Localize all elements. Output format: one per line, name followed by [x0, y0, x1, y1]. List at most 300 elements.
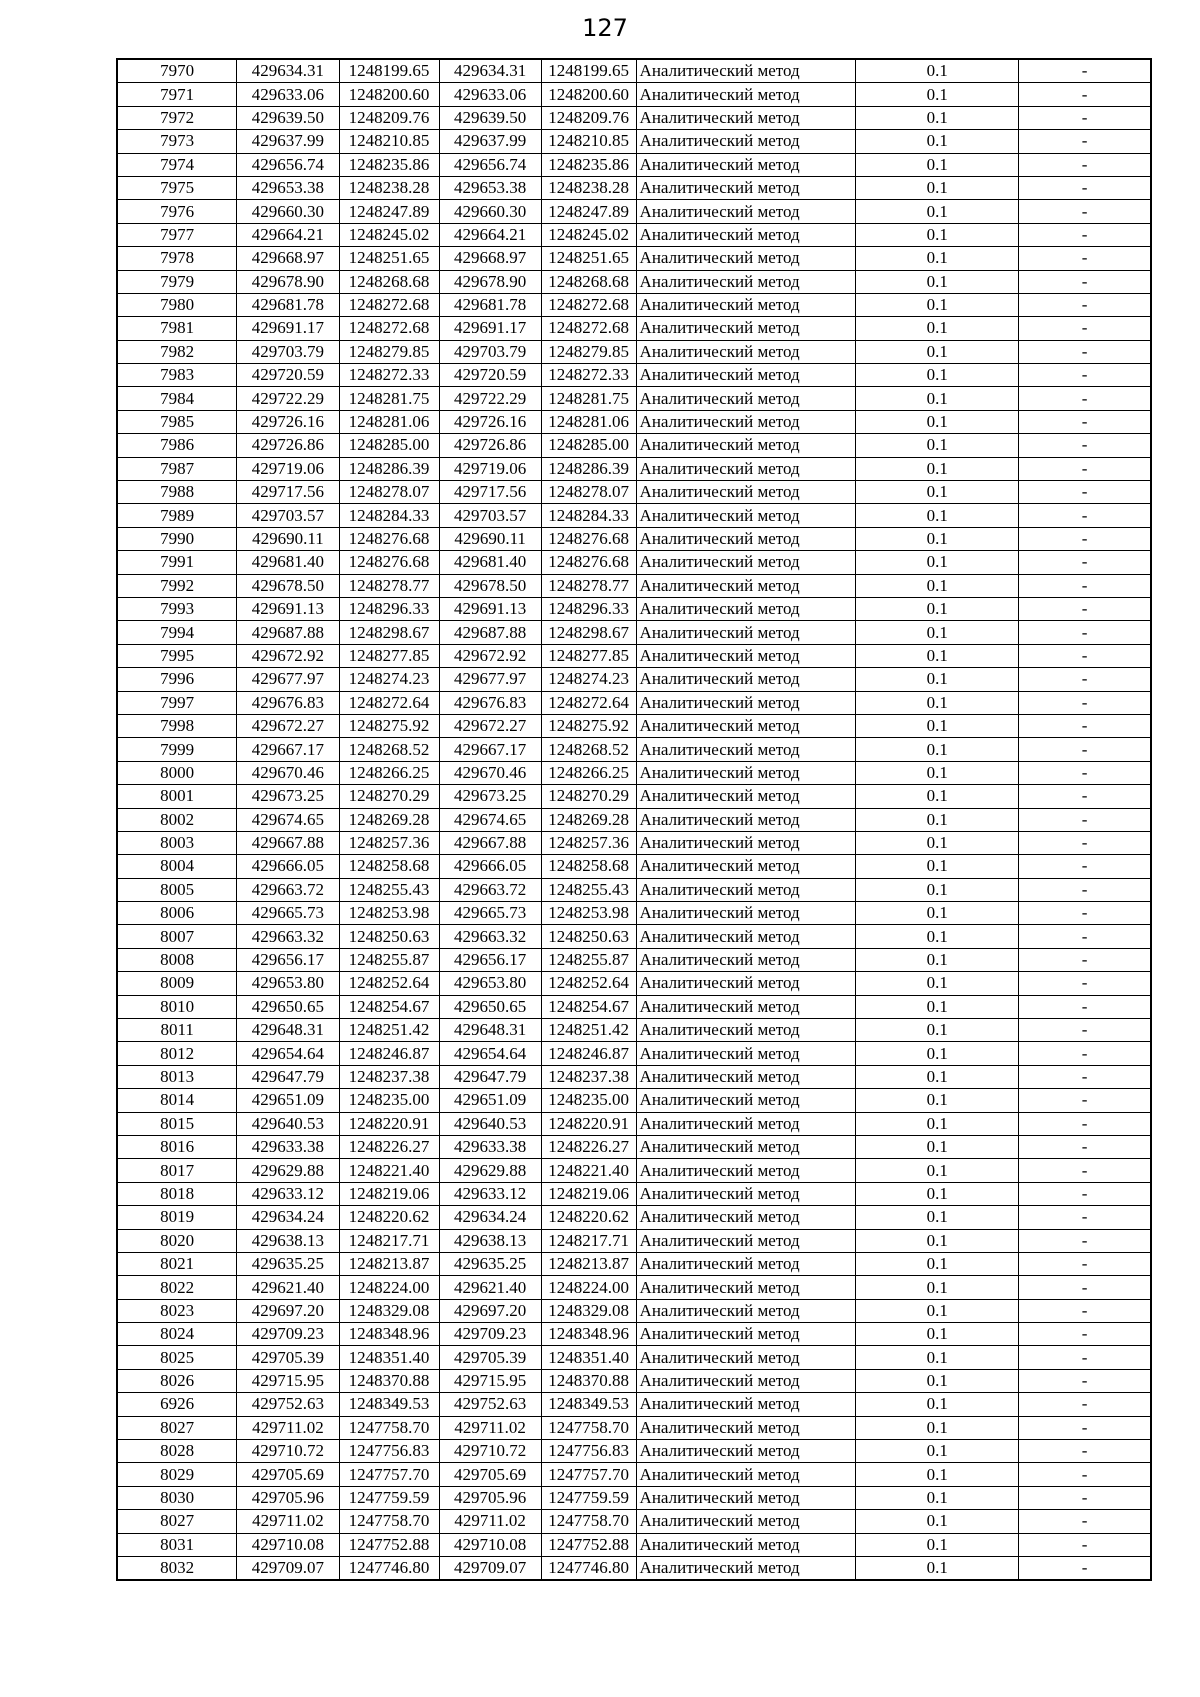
table-row: [117, 1042, 1151, 1065]
point-id-cell: 7979: [117, 270, 237, 293]
x-new-cell: 429640.53: [439, 1112, 541, 1135]
note-cell: -: [1019, 457, 1151, 480]
point-id-cell: 7977: [117, 223, 237, 246]
accuracy-cell: 0.1: [856, 1463, 1019, 1486]
accuracy-cell: 0.1: [856, 106, 1019, 129]
method-cell: Аналитический метод: [636, 293, 856, 316]
accuracy-cell: 0.1: [856, 1510, 1019, 1533]
x-old-cell: 429715.95: [237, 1369, 339, 1392]
y-new-cell: 1248217.71: [541, 1229, 636, 1252]
table-row: [117, 574, 1151, 597]
y-new-cell: 1248274.23: [541, 668, 636, 691]
x-old-cell: 429621.40: [237, 1276, 339, 1299]
y-new-cell: 1248213.87: [541, 1252, 636, 1275]
page-number: 127: [582, 14, 628, 42]
x-new-cell: 429722.29: [439, 387, 541, 410]
y-old-cell: 1248220.62: [339, 1206, 439, 1229]
table-row: [117, 621, 1151, 644]
y-new-cell: 1248210.85: [541, 130, 636, 153]
accuracy-cell: 0.1: [856, 925, 1019, 948]
table-row: [117, 1089, 1151, 1112]
x-new-cell: 429629.88: [439, 1159, 541, 1182]
accuracy-cell: 0.1: [856, 808, 1019, 831]
point-id-cell: 8025: [117, 1346, 237, 1369]
x-new-cell: 429673.25: [439, 785, 541, 808]
x-old-cell: 429654.64: [237, 1042, 339, 1065]
note-cell: -: [1019, 270, 1151, 293]
y-new-cell: 1248298.67: [541, 621, 636, 644]
table-row: [117, 785, 1151, 808]
table-row: [117, 1440, 1151, 1463]
y-new-cell: 1248276.68: [541, 551, 636, 574]
table-row: [117, 1510, 1151, 1533]
point-id-cell: 8022: [117, 1276, 237, 1299]
y-new-cell: 1247746.80: [541, 1557, 636, 1581]
accuracy-cell: 0.1: [856, 691, 1019, 714]
note-cell: -: [1019, 317, 1151, 340]
accuracy-cell: 0.1: [856, 621, 1019, 644]
note-cell: -: [1019, 1533, 1151, 1556]
accuracy-cell: 0.1: [856, 668, 1019, 691]
method-cell: Аналитический метод: [636, 247, 856, 270]
y-old-cell: 1248255.43: [339, 878, 439, 901]
accuracy-cell: 0.1: [856, 83, 1019, 106]
x-old-cell: 429672.27: [237, 714, 339, 737]
note-cell: -: [1019, 1065, 1151, 1088]
x-new-cell: 429656.74: [439, 153, 541, 176]
table-row: [117, 1346, 1151, 1369]
y-old-cell: 1247752.88: [339, 1533, 439, 1556]
y-old-cell: 1248210.85: [339, 130, 439, 153]
accuracy-cell: 0.1: [856, 340, 1019, 363]
x-new-cell: 429687.88: [439, 621, 541, 644]
y-new-cell: 1248247.89: [541, 200, 636, 223]
y-old-cell: 1248286.39: [339, 457, 439, 480]
point-id-cell: 7974: [117, 153, 237, 176]
x-new-cell: 429664.21: [439, 223, 541, 246]
note-cell: -: [1019, 621, 1151, 644]
x-new-cell: 429633.12: [439, 1182, 541, 1205]
table-row: [117, 738, 1151, 761]
note-cell: -: [1019, 340, 1151, 363]
y-new-cell: 1247758.70: [541, 1416, 636, 1439]
point-id-cell: 7984: [117, 387, 237, 410]
accuracy-cell: 0.1: [856, 1229, 1019, 1252]
method-cell: Аналитический метод: [636, 995, 856, 1018]
x-new-cell: 429710.72: [439, 1440, 541, 1463]
x-old-cell: 429667.88: [237, 831, 339, 854]
point-id-cell: 8031: [117, 1533, 237, 1556]
table-row: [117, 995, 1151, 1018]
point-id-cell: 8026: [117, 1369, 237, 1392]
x-old-cell: 429635.25: [237, 1252, 339, 1275]
point-id-cell: 7994: [117, 621, 237, 644]
accuracy-cell: 0.1: [856, 200, 1019, 223]
y-new-cell: 1248268.68: [541, 270, 636, 293]
x-new-cell: 429663.72: [439, 878, 541, 901]
accuracy-cell: 0.1: [856, 761, 1019, 784]
point-id-cell: 8012: [117, 1042, 237, 1065]
y-old-cell: 1248281.06: [339, 410, 439, 433]
point-id-cell: 7986: [117, 434, 237, 457]
accuracy-cell: 0.1: [856, 902, 1019, 925]
x-new-cell: 429711.02: [439, 1416, 541, 1439]
method-cell: Аналитический метод: [636, 1089, 856, 1112]
y-new-cell: 1247756.83: [541, 1440, 636, 1463]
x-new-cell: 429667.17: [439, 738, 541, 761]
x-new-cell: 429633.38: [439, 1135, 541, 1158]
point-id-cell: 8014: [117, 1089, 237, 1112]
method-cell: Аналитический метод: [636, 1065, 856, 1088]
table-row: [117, 597, 1151, 620]
x-old-cell: 429691.17: [237, 317, 339, 340]
note-cell: -: [1019, 1393, 1151, 1416]
table-row: [117, 364, 1151, 387]
x-old-cell: 429752.63: [237, 1393, 339, 1416]
accuracy-cell: 0.1: [856, 714, 1019, 737]
accuracy-cell: 0.1: [856, 948, 1019, 971]
table-row: [117, 1159, 1151, 1182]
y-new-cell: 1248272.68: [541, 317, 636, 340]
x-old-cell: 429722.29: [237, 387, 339, 410]
y-new-cell: 1248251.65: [541, 247, 636, 270]
x-old-cell: 429634.31: [237, 59, 339, 83]
y-new-cell: 1248238.28: [541, 176, 636, 199]
x-old-cell: 429726.86: [237, 434, 339, 457]
table-row: [117, 176, 1151, 199]
note-cell: -: [1019, 785, 1151, 808]
table-row: [117, 1276, 1151, 1299]
accuracy-cell: 0.1: [856, 364, 1019, 387]
x-old-cell: 429651.09: [237, 1089, 339, 1112]
point-id-cell: 8005: [117, 878, 237, 901]
x-old-cell: 429656.17: [237, 948, 339, 971]
y-old-cell: 1248268.52: [339, 738, 439, 761]
y-new-cell: 1248220.62: [541, 1206, 636, 1229]
point-id-cell: 7997: [117, 691, 237, 714]
method-cell: Аналитический метод: [636, 1276, 856, 1299]
y-old-cell: 1248250.63: [339, 925, 439, 948]
method-cell: Аналитический метод: [636, 691, 856, 714]
table-row: [117, 1135, 1151, 1158]
table-row: [117, 410, 1151, 433]
y-new-cell: 1248253.98: [541, 902, 636, 925]
method-cell: Аналитический метод: [636, 1182, 856, 1205]
accuracy-cell: 0.1: [856, 1440, 1019, 1463]
note-cell: -: [1019, 106, 1151, 129]
x-old-cell: 429663.32: [237, 925, 339, 948]
y-new-cell: 1248266.25: [541, 761, 636, 784]
x-new-cell: 429668.97: [439, 247, 541, 270]
point-id-cell: 8000: [117, 761, 237, 784]
method-cell: Аналитический метод: [636, 130, 856, 153]
note-cell: -: [1019, 551, 1151, 574]
x-new-cell: 429647.79: [439, 1065, 541, 1088]
y-old-cell: 1247757.70: [339, 1463, 439, 1486]
method-cell: Аналитический метод: [636, 761, 856, 784]
method-cell: Аналитический метод: [636, 504, 856, 527]
y-old-cell: 1248235.00: [339, 1089, 439, 1112]
y-new-cell: 1248275.92: [541, 714, 636, 737]
table-row: [117, 1463, 1151, 1486]
note-cell: -: [1019, 948, 1151, 971]
note-cell: -: [1019, 644, 1151, 667]
y-old-cell: 1248296.33: [339, 597, 439, 620]
x-new-cell: 429670.46: [439, 761, 541, 784]
accuracy-cell: 0.1: [856, 1557, 1019, 1581]
table-row: [117, 1065, 1151, 1088]
accuracy-cell: 0.1: [856, 527, 1019, 550]
point-id-cell: 8029: [117, 1463, 237, 1486]
x-old-cell: 429687.88: [237, 621, 339, 644]
table-row: [117, 831, 1151, 854]
table-row: [117, 434, 1151, 457]
y-old-cell: 1248199.65: [339, 59, 439, 83]
x-old-cell: 429648.31: [237, 1019, 339, 1042]
note-cell: -: [1019, 200, 1151, 223]
table-row: [117, 481, 1151, 504]
table-row: [117, 59, 1151, 83]
point-id-cell: 8003: [117, 831, 237, 854]
x-old-cell: 429660.30: [237, 200, 339, 223]
method-cell: Аналитический метод: [636, 668, 856, 691]
y-old-cell: 1248251.42: [339, 1019, 439, 1042]
point-id-cell: 7991: [117, 551, 237, 574]
point-id-cell: 8001: [117, 785, 237, 808]
x-old-cell: 429711.02: [237, 1416, 339, 1439]
x-old-cell: 429673.25: [237, 785, 339, 808]
note-cell: -: [1019, 504, 1151, 527]
y-old-cell: 1247758.70: [339, 1416, 439, 1439]
method-cell: Аналитический метод: [636, 902, 856, 925]
x-old-cell: 429711.02: [237, 1510, 339, 1533]
table-row: [117, 714, 1151, 737]
note-cell: -: [1019, 1089, 1151, 1112]
x-old-cell: 429666.05: [237, 855, 339, 878]
accuracy-cell: 0.1: [856, 387, 1019, 410]
x-new-cell: 429676.83: [439, 691, 541, 714]
note-cell: -: [1019, 1557, 1151, 1581]
method-cell: Аналитический метод: [636, 1393, 856, 1416]
x-old-cell: 429639.50: [237, 106, 339, 129]
method-cell: Аналитический метод: [636, 1486, 856, 1509]
y-new-cell: 1248370.88: [541, 1369, 636, 1392]
x-new-cell: 429691.13: [439, 597, 541, 620]
point-id-cell: 7970: [117, 59, 237, 83]
x-old-cell: 429663.72: [237, 878, 339, 901]
table-row: [117, 340, 1151, 363]
x-old-cell: 429709.23: [237, 1323, 339, 1346]
point-id-cell: 7983: [117, 364, 237, 387]
y-old-cell: 1248281.75: [339, 387, 439, 410]
x-new-cell: 429719.06: [439, 457, 541, 480]
method-cell: Аналитический метод: [636, 317, 856, 340]
accuracy-cell: 0.1: [856, 972, 1019, 995]
method-cell: Аналитический метод: [636, 1533, 856, 1556]
x-new-cell: 429634.24: [439, 1206, 541, 1229]
note-cell: -: [1019, 83, 1151, 106]
point-id-cell: 7978: [117, 247, 237, 270]
table-row: [117, 668, 1151, 691]
table-row: [117, 153, 1151, 176]
x-old-cell: 429653.80: [237, 972, 339, 995]
y-new-cell: 1247752.88: [541, 1533, 636, 1556]
point-id-cell: 7992: [117, 574, 237, 597]
x-new-cell: 429672.27: [439, 714, 541, 737]
y-new-cell: 1248235.86: [541, 153, 636, 176]
point-id-cell: 7973: [117, 130, 237, 153]
x-new-cell: 429677.97: [439, 668, 541, 691]
table-row: [117, 1182, 1151, 1205]
x-old-cell: 429653.38: [237, 176, 339, 199]
accuracy-cell: 0.1: [856, 785, 1019, 808]
table-row: [117, 387, 1151, 410]
accuracy-cell: 0.1: [856, 551, 1019, 574]
y-new-cell: 1248251.42: [541, 1019, 636, 1042]
point-id-cell: 8004: [117, 855, 237, 878]
table-row: [117, 878, 1151, 901]
point-id-cell: 8027: [117, 1510, 237, 1533]
point-id-cell: 7993: [117, 597, 237, 620]
point-id-cell: 7971: [117, 83, 237, 106]
y-old-cell: 1248219.06: [339, 1182, 439, 1205]
point-id-cell: 8009: [117, 972, 237, 995]
method-cell: Аналитический метод: [636, 153, 856, 176]
x-new-cell: 429678.50: [439, 574, 541, 597]
table-row: [117, 317, 1151, 340]
method-cell: Аналитический метод: [636, 925, 856, 948]
y-old-cell: 1248298.67: [339, 621, 439, 644]
y-old-cell: 1248258.68: [339, 855, 439, 878]
x-new-cell: 429654.64: [439, 1042, 541, 1065]
y-new-cell: 1248351.40: [541, 1346, 636, 1369]
table-row: [117, 223, 1151, 246]
x-old-cell: 429678.90: [237, 270, 339, 293]
accuracy-cell: 0.1: [856, 1159, 1019, 1182]
point-id-cell: 8019: [117, 1206, 237, 1229]
y-old-cell: 1248272.68: [339, 317, 439, 340]
note-cell: -: [1019, 808, 1151, 831]
method-cell: Аналитический метод: [636, 1229, 856, 1252]
method-cell: Аналитический метод: [636, 83, 856, 106]
table-row: [117, 551, 1151, 574]
point-id-cell: 7998: [117, 714, 237, 737]
y-new-cell: 1248258.68: [541, 855, 636, 878]
table-row: [117, 1369, 1151, 1392]
y-new-cell: 1248286.39: [541, 457, 636, 480]
y-old-cell: 1248284.33: [339, 504, 439, 527]
note-cell: -: [1019, 902, 1151, 925]
x-old-cell: 429647.79: [237, 1065, 339, 1088]
x-old-cell: 429719.06: [237, 457, 339, 480]
y-old-cell: 1248235.86: [339, 153, 439, 176]
point-id-cell: 7989: [117, 504, 237, 527]
accuracy-cell: 0.1: [856, 995, 1019, 1018]
note-cell: -: [1019, 434, 1151, 457]
point-id-cell: 8018: [117, 1182, 237, 1205]
point-id-cell: 8021: [117, 1252, 237, 1275]
x-new-cell: 429639.50: [439, 106, 541, 129]
x-new-cell: 429690.11: [439, 527, 541, 550]
table-row: [117, 644, 1151, 667]
accuracy-cell: 0.1: [856, 597, 1019, 620]
method-cell: Аналитический метод: [636, 1346, 856, 1369]
method-cell: Аналитический метод: [636, 597, 856, 620]
x-old-cell: 429664.21: [237, 223, 339, 246]
point-id-cell: 8032: [117, 1557, 237, 1581]
table-row: [117, 855, 1151, 878]
x-new-cell: 429633.06: [439, 83, 541, 106]
table-row: [117, 457, 1151, 480]
x-new-cell: 429703.79: [439, 340, 541, 363]
accuracy-cell: 0.1: [856, 153, 1019, 176]
y-old-cell: 1248254.67: [339, 995, 439, 1018]
x-old-cell: 429656.74: [237, 153, 339, 176]
x-new-cell: 429638.13: [439, 1229, 541, 1252]
y-new-cell: 1248278.07: [541, 481, 636, 504]
y-new-cell: 1248272.64: [541, 691, 636, 714]
point-id-cell: 7980: [117, 293, 237, 316]
table-row: [117, 1206, 1151, 1229]
method-cell: Аналитический метод: [636, 1135, 856, 1158]
y-old-cell: 1248237.38: [339, 1065, 439, 1088]
accuracy-cell: 0.1: [856, 878, 1019, 901]
y-old-cell: 1248221.40: [339, 1159, 439, 1182]
table-row: [117, 247, 1151, 270]
method-cell: Аналитический метод: [636, 1019, 856, 1042]
y-old-cell: 1248274.23: [339, 668, 439, 691]
point-id-cell: 8027: [117, 1416, 237, 1439]
method-cell: Аналитический метод: [636, 1323, 856, 1346]
y-old-cell: 1248270.29: [339, 785, 439, 808]
method-cell: Аналитический метод: [636, 1369, 856, 1392]
y-old-cell: 1247758.70: [339, 1510, 439, 1533]
method-cell: Аналитический метод: [636, 59, 856, 83]
method-cell: Аналитический метод: [636, 948, 856, 971]
accuracy-cell: 0.1: [856, 1112, 1019, 1135]
method-cell: Аналитический метод: [636, 1112, 856, 1135]
y-old-cell: 1248245.02: [339, 223, 439, 246]
x-new-cell: 429720.59: [439, 364, 541, 387]
note-cell: -: [1019, 1276, 1151, 1299]
note-cell: -: [1019, 176, 1151, 199]
x-old-cell: 429640.53: [237, 1112, 339, 1135]
x-old-cell: 429720.59: [237, 364, 339, 387]
note-cell: -: [1019, 995, 1151, 1018]
x-old-cell: 429678.50: [237, 574, 339, 597]
y-new-cell: 1248268.52: [541, 738, 636, 761]
note-cell: -: [1019, 410, 1151, 433]
x-new-cell: 429660.30: [439, 200, 541, 223]
accuracy-cell: 0.1: [856, 1135, 1019, 1158]
accuracy-cell: 0.1: [856, 1276, 1019, 1299]
accuracy-cell: 0.1: [856, 1533, 1019, 1556]
y-new-cell: 1248254.67: [541, 995, 636, 1018]
point-id-cell: 8010: [117, 995, 237, 1018]
method-cell: Аналитический метод: [636, 1557, 856, 1581]
y-old-cell: 1248348.96: [339, 1323, 439, 1346]
table-row: [117, 200, 1151, 223]
accuracy-cell: 0.1: [856, 1393, 1019, 1416]
y-new-cell: 1248269.28: [541, 808, 636, 831]
accuracy-cell: 0.1: [856, 574, 1019, 597]
method-cell: Аналитический метод: [636, 551, 856, 574]
note-cell: -: [1019, 1135, 1151, 1158]
point-id-cell: 7988: [117, 481, 237, 504]
x-old-cell: 429665.73: [237, 902, 339, 925]
point-id-cell: 8002: [117, 808, 237, 831]
accuracy-cell: 0.1: [856, 644, 1019, 667]
